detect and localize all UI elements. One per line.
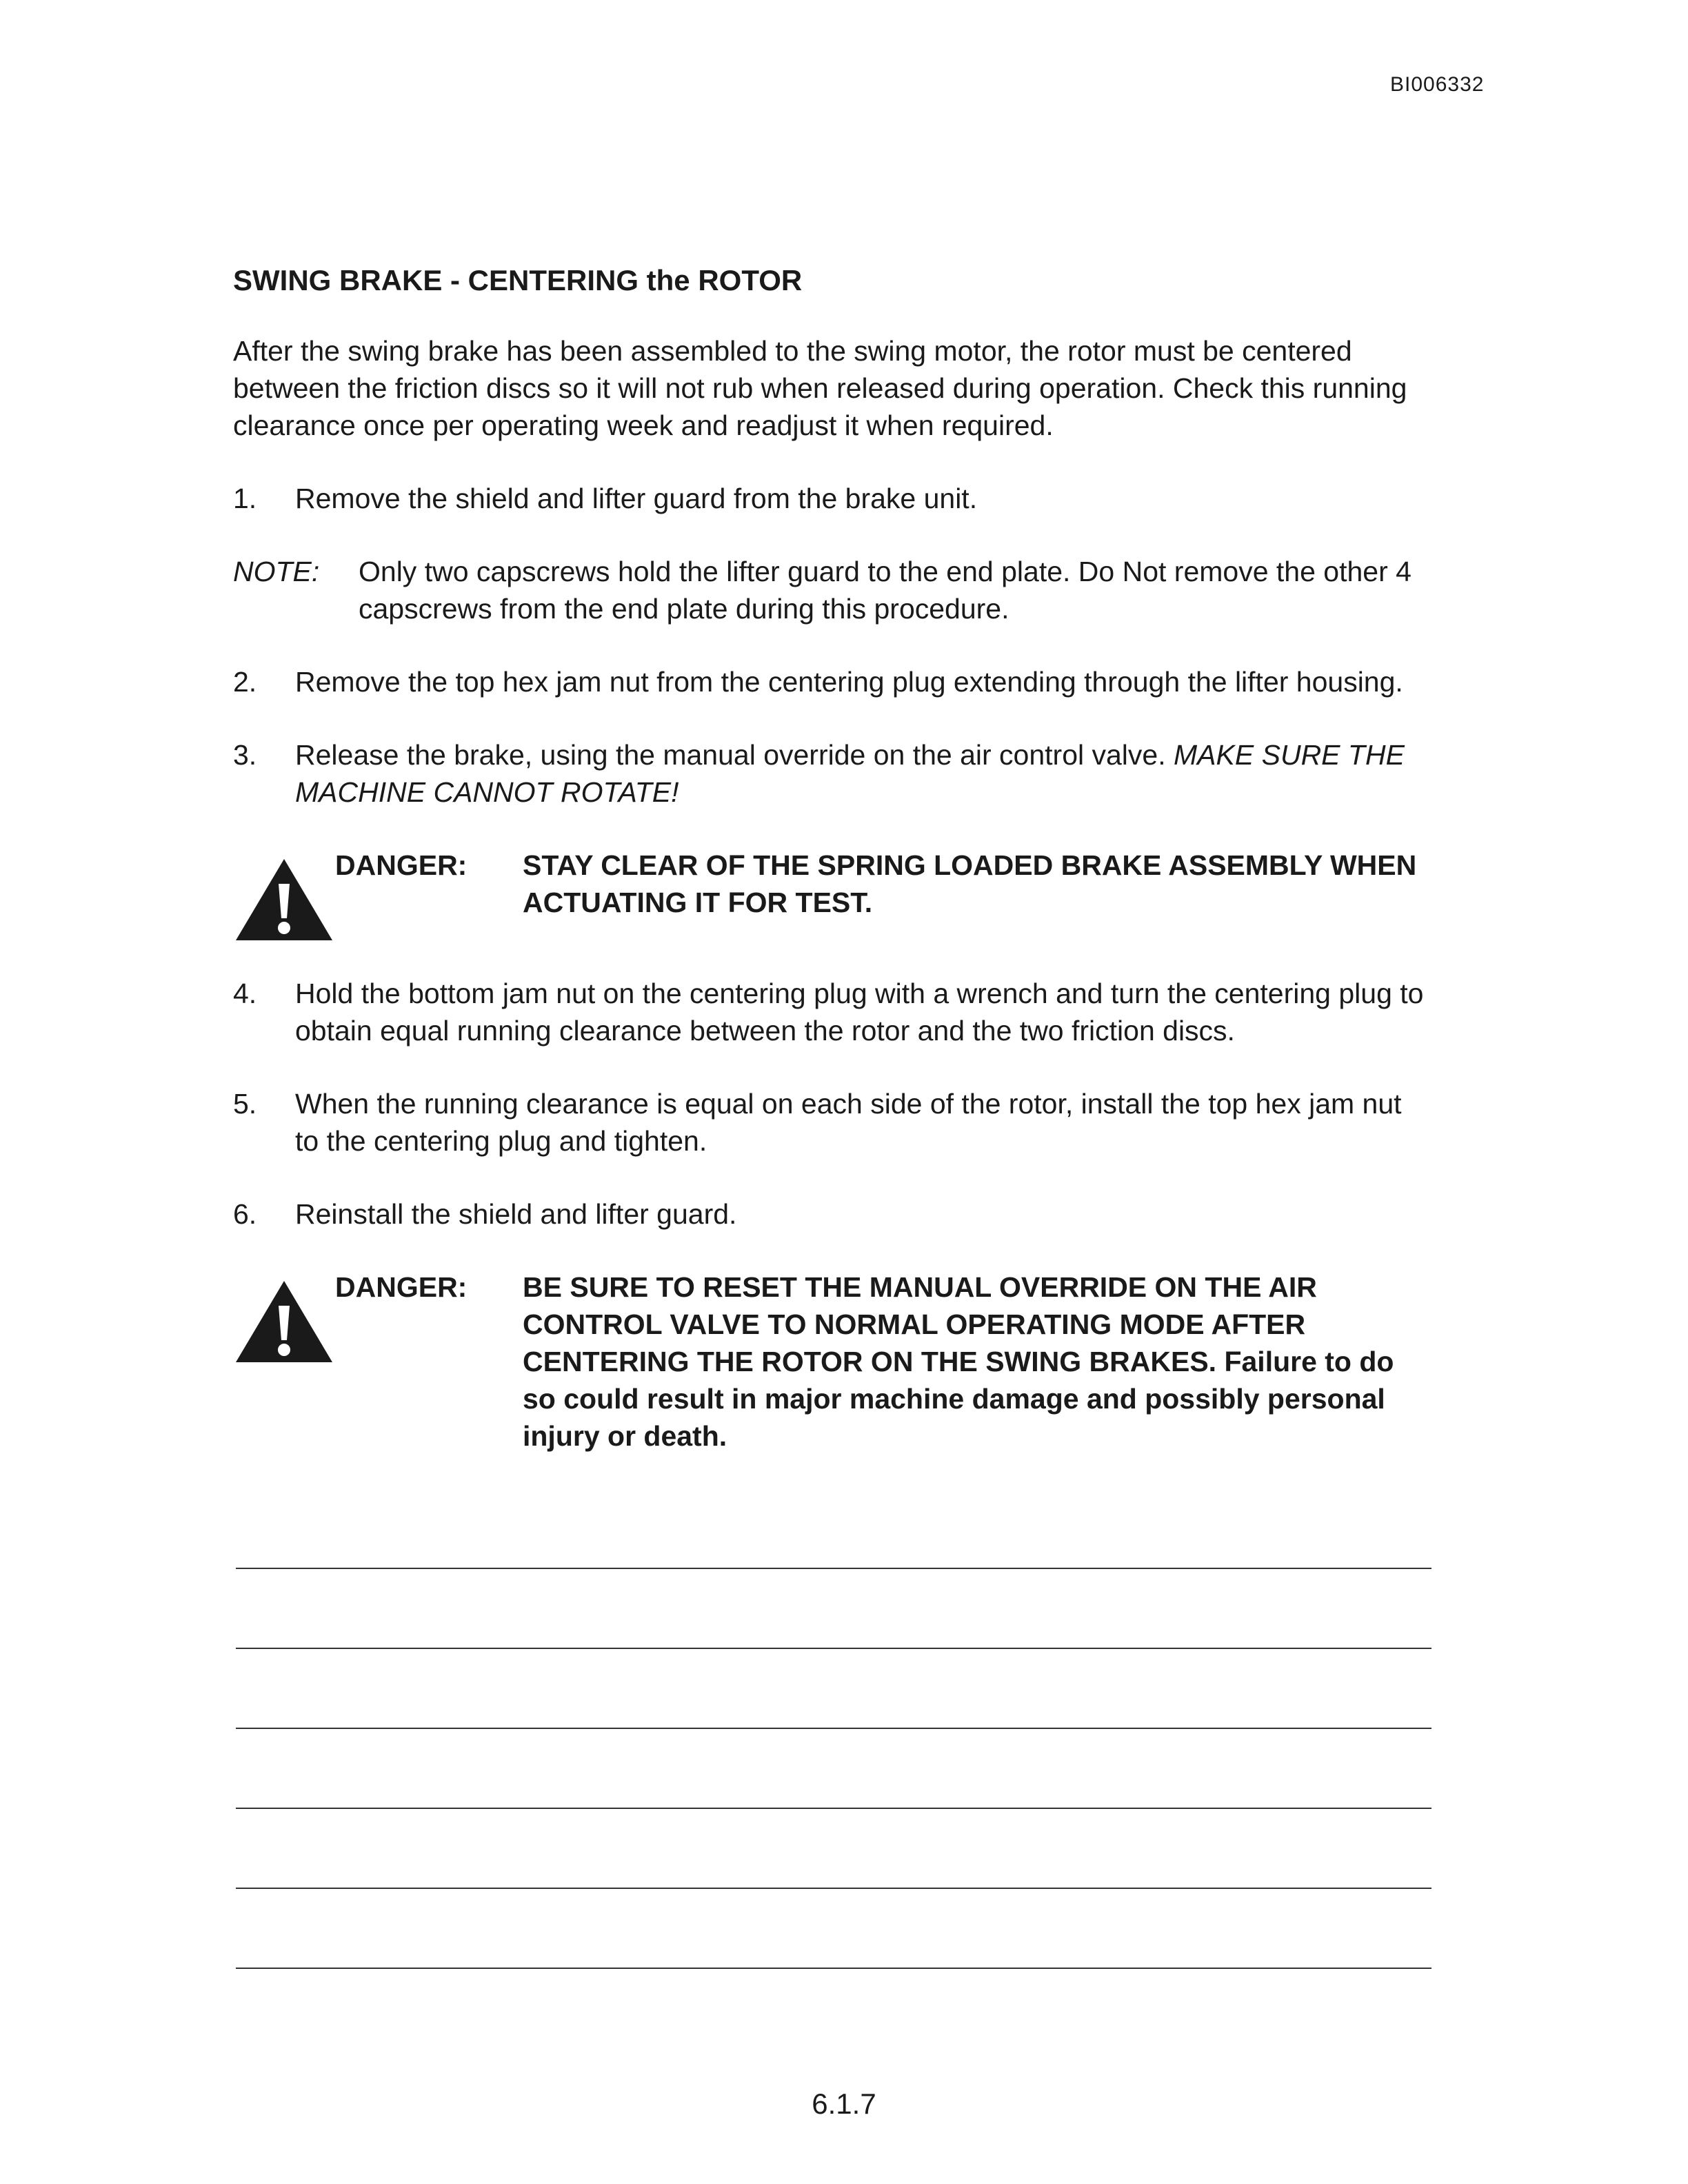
intro-paragraph: After the swing brake has been assembled to the swing motor, the rotor must be centered between the friction discs so it will not rub when released during operation. Check this running clearance once per operating week and readjust it when required. [233, 335, 1407, 441]
step-text: Reinstall the shield and lifter guard. [295, 1198, 737, 1230]
blank-line [236, 1888, 1431, 1889]
note [233, 553, 1433, 627]
danger-text: BE SURE TO RESET THE MANUAL OVERRIDE ON THE AIR CONTROL VALVE TO NORMAL OPERATING MODE AFTER CENTERING THE ROTOR ON THE SWING BRAKES. Failure to do so could result in major machine damage and possibly personal injury or death. [523, 1271, 1394, 1452]
notes-lines [236, 1568, 1431, 2048]
danger-label: DANGER: [335, 1271, 468, 1303]
blank-line [236, 1728, 1431, 1729]
step-4 [233, 975, 1433, 1049]
blank-line [236, 1968, 1431, 1969]
step-number: 3. [233, 739, 257, 771]
danger-text: STAY CLEAR OF THE SPRING LOADED BRAKE ASSEMBLY WHEN ACTUATING IT FOR TEST. [523, 849, 1417, 918]
blank-line [236, 1648, 1431, 1649]
step-text: When the running clearance is equal on each side of the rotor, install the top hex jam nut to the centering plug and tighten. [295, 1088, 1402, 1157]
document-id: BI006332 [1390, 73, 1485, 96]
step-5 [233, 1085, 1433, 1160]
step-number: 4. [233, 978, 257, 1009]
step-text: Remove the shield and lifter guard from the brake unit. [295, 483, 978, 514]
step-6 [233, 1195, 1433, 1233]
main-content [233, 262, 1433, 1500]
danger-label: DANGER: [335, 849, 468, 881]
page-title: SWING BRAKE - CENTERING the ROTOR [233, 264, 803, 296]
step-2 [233, 663, 1433, 700]
warning-triangle-icon [233, 856, 335, 943]
blank-line [236, 1568, 1431, 1569]
step-number: 5. [233, 1088, 257, 1120]
step-emphasis: MAKE SURE THE MACHINE CANNOT ROTATE! [295, 739, 1405, 808]
step-text: Remove the top hex jam nut from the centering plug extending through the lifter housing. [295, 666, 1403, 698]
step-number: 6. [233, 1198, 257, 1230]
warning-triangle-icon [233, 1278, 335, 1365]
step-1 [233, 480, 1433, 517]
step-3 [233, 736, 1433, 811]
blank-line [236, 1808, 1431, 1809]
step-text: Hold the bottom jam nut on the centering plug with a wrench and turn the centering plug to obtain equal running clearance between the rotor and the two friction discs. [295, 978, 1424, 1046]
step-number: 1. [233, 483, 257, 514]
note-text: Only two capscrews hold the lifter guard to the end plate. Do Not remove the other 4 capscrews from the end plate during this procedure. [359, 556, 1411, 625]
step-text: Release the brake, using the manual override on the air control valve. [295, 739, 1166, 771]
danger-callout-1 [233, 847, 1433, 929]
danger-callout-2 [233, 1268, 1433, 1455]
note-label: NOTE: [233, 556, 320, 587]
page-number: 6.1.7 [812, 2087, 876, 2120]
step-number: 2. [233, 666, 257, 698]
